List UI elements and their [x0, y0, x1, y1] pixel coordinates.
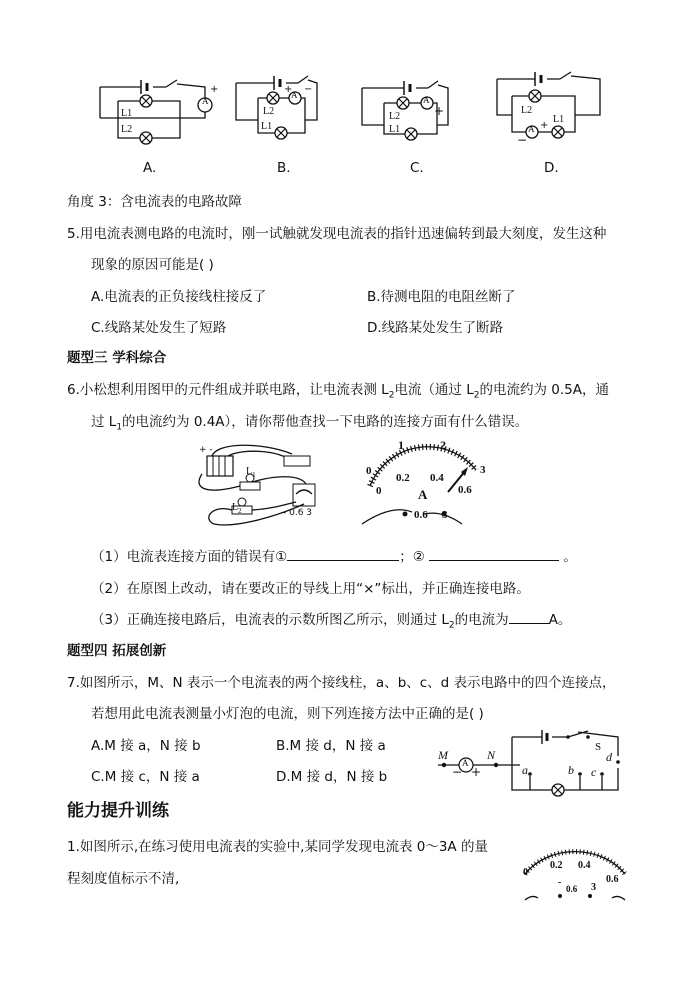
section-heading: 题型三 学科综合: [67, 350, 167, 366]
q7-option-d[interactable]: D.M 接 d，N 接 b: [276, 769, 388, 785]
answer-blank-2[interactable]: [429, 546, 559, 561]
top-scale-1: 1: [398, 438, 404, 452]
ammeter-label: A: [202, 96, 209, 106]
q6-sub2: （2）在原图上改动，请在要改正的导线上用“×”标出，并正确连接电路。: [91, 581, 530, 597]
q6-sub1: （1）电流表连接方面的错误有① ；② 。: [91, 545, 577, 565]
scale-0-4: 0.4: [430, 472, 444, 484]
lamp-icon: [140, 132, 152, 144]
point-a-label: a: [522, 763, 528, 777]
l2-label: L2: [521, 105, 533, 116]
scale-0-2: 0.2: [550, 860, 563, 871]
point-d-label: d: [606, 750, 612, 764]
apparatus-figure: [192, 444, 332, 534]
question-7-stem-cont: 若想用此电流表测量小灯泡的电流，则下列连接方法中正确的是( ): [91, 706, 484, 722]
q5-option-d[interactable]: D.线路某处发生了断路: [367, 320, 504, 336]
plus-sign: +: [210, 84, 219, 95]
l2-label: L2: [263, 106, 275, 117]
answer-blank-1[interactable]: [287, 546, 399, 561]
ammeter-label: A: [462, 758, 469, 768]
ammeter-terminals: - 0.6 3: [283, 508, 313, 518]
switch-label: S: [595, 741, 602, 753]
angle-heading: 角度 3：含电流表的电路故障: [67, 194, 242, 210]
plus-sign: +: [540, 120, 549, 131]
option-b-label: B.: [277, 160, 291, 176]
option-c-label: C.: [410, 160, 424, 176]
training-q1-stem: 1.如图所示,在练习使用电流表的实验中,某同学发现电流表 0～3A 的量: [67, 839, 488, 855]
ammeter-label: A: [291, 90, 298, 100]
question-6-stem: 6.小松想利用图甲的元件组成并联电路，让电流表测 $L_2$电流（通过 $L_2$的电流约为 0.5A，通: [67, 382, 609, 401]
l1-label: L1: [553, 114, 565, 125]
l1-label: $L_1$: [246, 466, 256, 479]
l2-label: L2: [389, 111, 401, 122]
terminal-minus: -: [558, 877, 562, 888]
question-7-stem: 7.如图所示，M、N 表示一个电流表的两个接线柱，a、b、c、d 表示电路中的四个连接点，: [67, 675, 616, 691]
answer-blank-3[interactable]: [509, 609, 549, 624]
question-5-stem: 5.用电流表测电路的电流时，刚一试触就发现电流表的指针迅速偏转到最大刻度，发生这种: [67, 226, 607, 242]
unit-label: A: [418, 487, 428, 502]
section-heading: 题型四 拓展创新: [67, 643, 167, 659]
q6-sub3: （3）正确连接电路后，电流表的示数所图乙所示，则通过 $L_2$的电流为 A。: [91, 608, 571, 631]
minus-sign: −: [517, 133, 528, 147]
l1-label: L1: [389, 124, 401, 135]
l1-label: L1: [261, 121, 273, 132]
circuit-a: [100, 80, 212, 144]
terminal-n-label: N: [487, 748, 496, 762]
plus-sign: +: [434, 104, 445, 118]
scale-0-4: 0.4: [578, 860, 591, 871]
scale-0: 0: [376, 485, 382, 497]
ammeter-label: A: [423, 95, 430, 105]
plus-sign: +: [284, 84, 293, 95]
top-scale-2: 2: [440, 438, 446, 452]
l1-label: L1: [121, 108, 133, 119]
section-heading: 能力提升训练: [67, 801, 169, 821]
question-5-stem-cont: 现象的原因可能是( ): [91, 257, 214, 273]
q7-option-a[interactable]: A.M 接 a，N 接 b: [91, 738, 201, 754]
plus-sign: +: [471, 765, 482, 779]
terminal-3: 3: [442, 509, 448, 521]
point-c-label: c: [591, 765, 597, 779]
ammeter-label: A: [528, 124, 535, 134]
q5-option-a[interactable]: A.电流表的正负接线柱接反了: [91, 289, 267, 305]
top-scale-3: 3: [480, 464, 486, 476]
scale-0-2: 0.2: [396, 472, 410, 484]
minus-sign: −: [452, 765, 463, 779]
l2-label: L2: [121, 124, 133, 135]
option-d-label: D.: [544, 160, 559, 176]
circuit-figures: [0, 0, 695, 180]
terminal-m-label: M: [438, 748, 448, 762]
option-a-label: A.: [143, 160, 157, 176]
terminal-0-6: 0.6: [566, 884, 578, 894]
scale-0: 0: [523, 867, 528, 878]
q7-option-c[interactable]: C.M 接 c，N 接 a: [91, 769, 200, 785]
scale-0-6: 0.6: [606, 874, 619, 885]
battery-terminals: + -: [199, 445, 213, 455]
l2-label: $L_2$: [232, 502, 242, 515]
q5-option-c[interactable]: C.线路某处发生了短路: [91, 320, 227, 336]
question-6-stem-cont: 过 $L_1$的电流约为 0.4A），请你帮他查找一下电路的连接方面有什么错误。: [91, 414, 529, 433]
lamp-icon: [140, 95, 152, 107]
circuit-d: [497, 72, 600, 138]
point-b-label: b: [568, 763, 574, 777]
terminal-3: 3: [591, 882, 596, 893]
scale-0-6: 0.6: [458, 484, 472, 496]
top-scale-0: 0: [366, 465, 372, 477]
terminal-0-6: 0.6: [414, 509, 428, 521]
q5-option-b[interactable]: B.待测电阻的电阻丝断了: [367, 289, 516, 305]
training-q1-stem-cont: 程刻度值标示不清,: [67, 871, 180, 887]
minus-sign: −: [304, 84, 313, 95]
q7-option-b[interactable]: B.M 接 d，N 接 a: [276, 738, 386, 754]
